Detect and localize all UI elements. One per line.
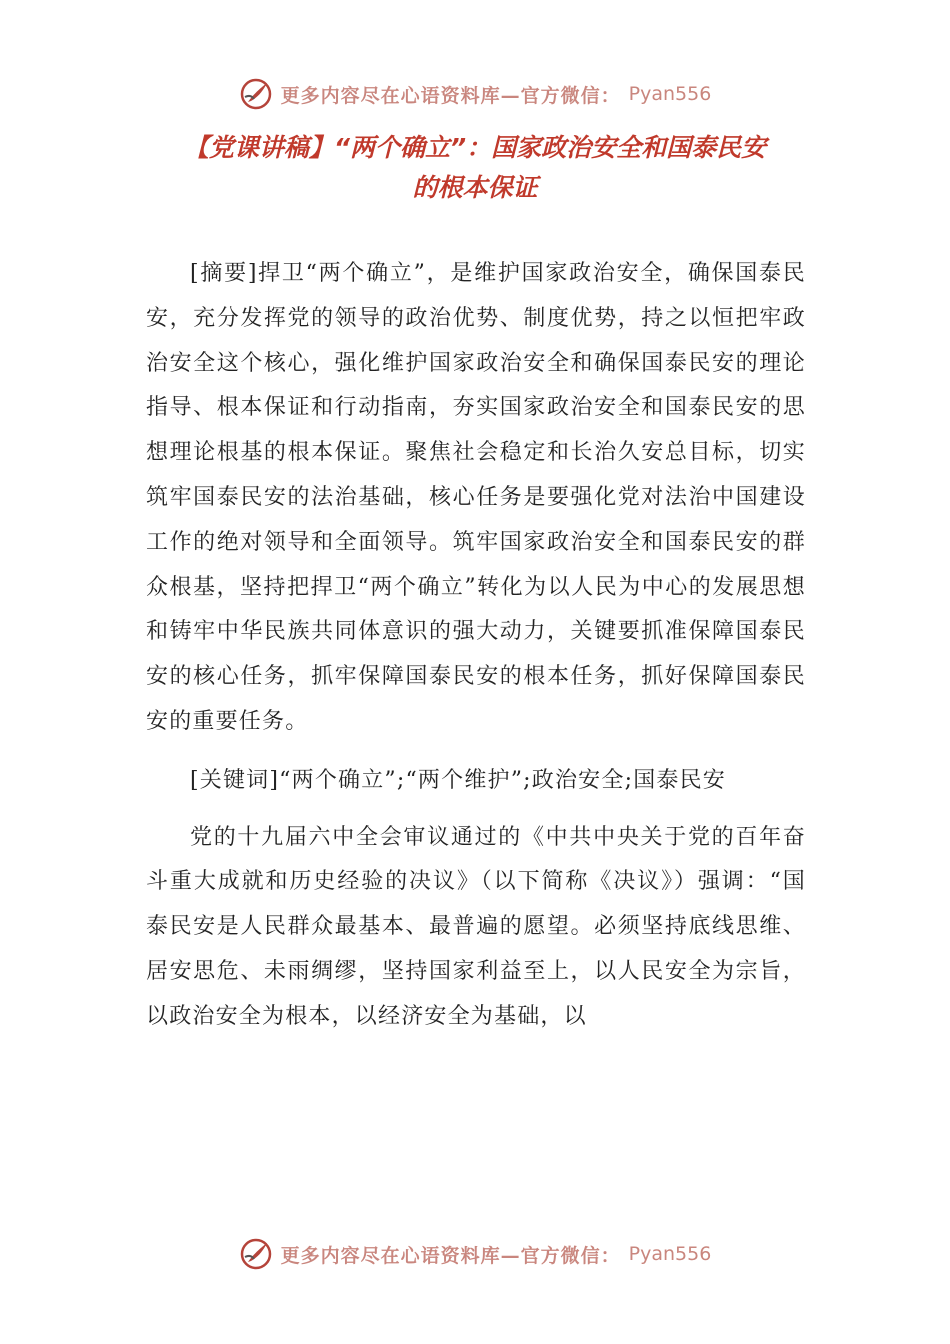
- title-line-1: 【党课讲稿】“两个确立”：国家政治安全和国泰民安: [183, 133, 767, 162]
- quill-logo-icon: [239, 1237, 273, 1271]
- footer-watermark: [0, 1234, 950, 1274]
- abstract-paragraph: [摘要]捍卫“两个确立”，是维护国家政治安全，确保国泰民安，充分发挥党的领导的政治优势、制度优势，持之以恒把牢政治安全这个核心，强化维护国家政治安全和确保国泰民安的理论指导、根本保证和行动指南，夯实国家政治安全和国泰民安的思想理论根基的根本保证。聚焦社会稳定和长治久安总目标，切实筑牢国泰民安的法治基础，核心任务是要强化党对法治中国建设工作的绝对领导和全面领导。筑牢国家政治安全和国泰民安的群众根基，坚持把捍卫“两个确立”转化为以人民为中心的发展思想和铸牢中华民族共同体意识的强大动力，关键要抓准保障国泰民安的核心任务，抓牢保障国泰民安的根本任务，抓好保障国泰民安的重要任务。: [146, 261, 806, 734]
- title-line-2: 的根本保证: [412, 173, 538, 202]
- watermark-wechat-id: Pyan556: [628, 1243, 712, 1265]
- document-title: [110, 128, 840, 208]
- watermark-wechat-id: Pyan556: [628, 83, 712, 105]
- watermark-text: 更多内容尽在心语资料库—官方微信：: [280, 84, 621, 107]
- keywords-paragraph: [关键词]“两个确立”;“两个维护”;政治安全;国泰民安: [190, 767, 726, 793]
- body-paragraph: 党的十九届六中全会审议通过的《中共中央关于党的百年奋斗重大成就和历史经验的决议》（以下简称《决议》）强调：“国泰民安是人民群众最基本、最普遍的愿望。必须坚持底线思维、居安思危、未雨绸缪，坚持国家利益至上，以人民安全为宗旨，以政治安全为根本，以经济安全为基础，以: [146, 824, 806, 1029]
- document-body: [146, 252, 806, 1054]
- quill-logo-icon: [239, 77, 273, 111]
- header-watermark: [0, 74, 950, 114]
- watermark-text: 更多内容尽在心语资料库—官方微信：: [280, 1244, 621, 1267]
